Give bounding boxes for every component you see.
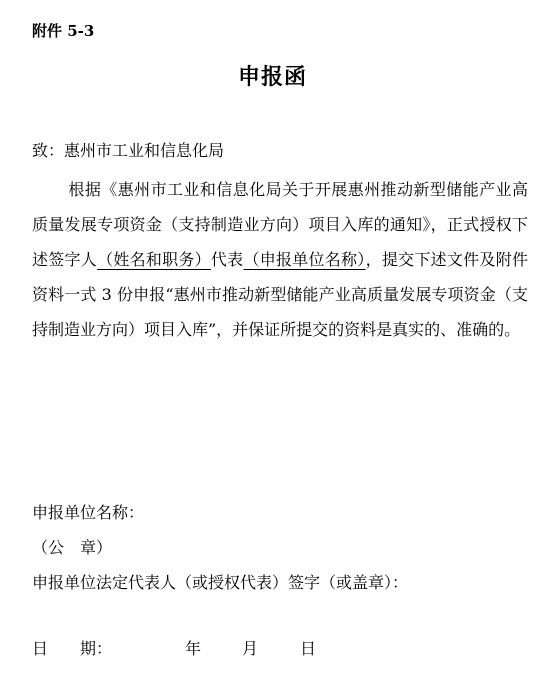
seal-label: （公 章） [32,538,113,557]
applicant-unit-blank: （申报单位名称） [243,250,366,269]
unit-name-label: 申报单位名称： [32,503,145,522]
representative-signature-label: 申报单位法定代表人（或授权代表）签字（或盖章）： [32,573,409,592]
body-text-3: ，提交下述文件及附件资料一式 3 份申报“惠州市推动新型储能产业高质量发展专项资金（支持制造业方向）项目入库”，并保证所提交的资料是真实的、准确的。 [32,250,528,339]
body-text-2: 代表 [210,250,244,269]
date-day: 日 [300,639,317,658]
addressee: 致：惠州市工业和信息化局 [32,141,225,160]
date-month: 月 [242,639,259,658]
body-text-1: 根据《惠州市工业和信息化局关于开展惠州推动新型储能产业高质量发展专项资金（支持制造业方向）项目入库的通知》，正式授权下述签字人 [32,180,528,269]
letter-body [32,172,528,347]
signatory-name-blank: （姓名和职务） [97,250,211,269]
date-label: 日 期： [32,639,113,658]
document-title: 申报函 [237,64,307,90]
attachment-label: 附件 5-3 [32,22,95,40]
date-year: 年 [185,639,202,658]
